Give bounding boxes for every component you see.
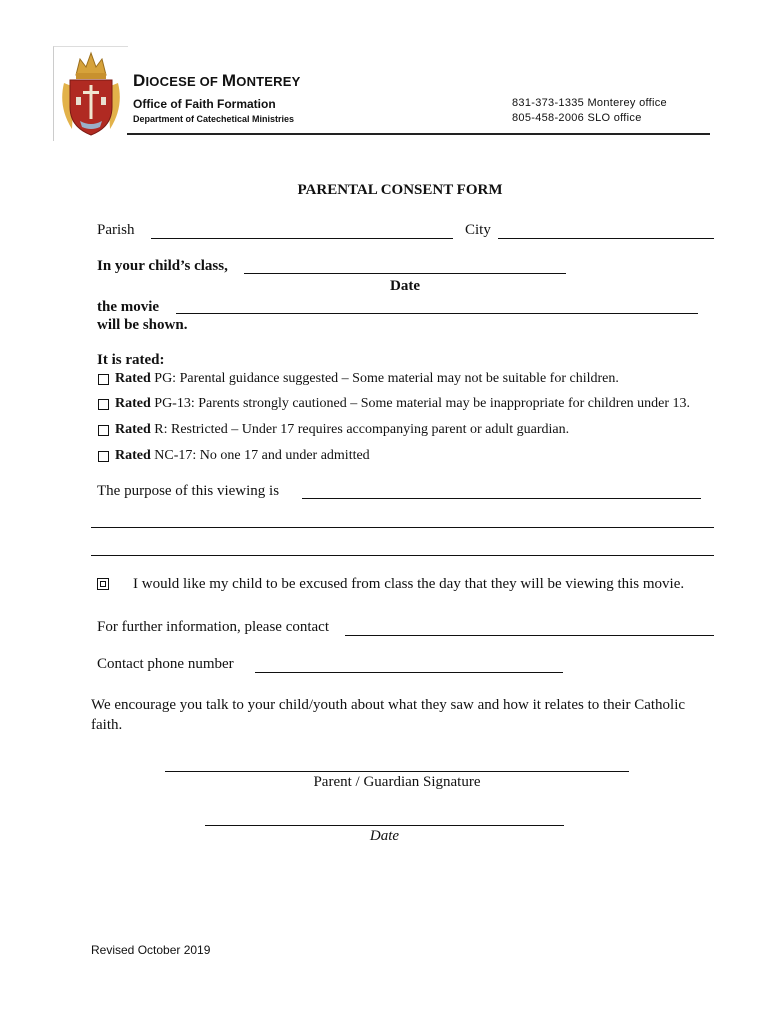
excuse-checkbox-inner — [100, 581, 106, 587]
rating-description: R: Restricted – Under 17 requires accompanying parent or adult guardian. — [150, 422, 570, 437]
rated-heading: It is rated: — [97, 352, 165, 368]
org-name-initial-2: M — [221, 71, 237, 90]
city-label: City — [465, 222, 491, 238]
contact-field[interactable] — [345, 635, 714, 636]
date-label: Date — [390, 278, 420, 294]
header-rule — [127, 133, 710, 135]
shown-label: will be shown. — [97, 317, 188, 333]
excuse-text: I would like my child to be excused from class the day that they will be viewing this movie. — [133, 576, 685, 592]
city-field[interactable] — [498, 238, 714, 239]
contact-label: For further information, please contact — [97, 619, 330, 635]
rating-pg-text — [115, 371, 619, 387]
rating-description: PG-13: Parents strongly cautioned – Some material may be inappropriate for children under 13. — [150, 396, 691, 411]
class-date-field[interactable] — [244, 273, 566, 274]
rating-pg13-checkbox[interactable] — [98, 399, 109, 410]
signature-label: Parent / Guardian Signature — [313, 774, 481, 790]
rating-pg13-text — [115, 396, 690, 412]
excuse-checkbox[interactable] — [97, 578, 109, 590]
phone-slo: 805-458-2006 SLO office — [512, 112, 642, 124]
rating-description: NC-17: No one 17 and under admitted — [150, 448, 370, 463]
parish-label: Parish — [97, 222, 135, 238]
class-label: In your child’s class, — [97, 258, 228, 274]
signature-date-label: Date — [369, 828, 400, 844]
rating-nc17-checkbox[interactable] — [98, 451, 109, 462]
rating-prefix: Rated — [115, 371, 151, 386]
org-name — [133, 71, 301, 91]
office-name: Office of Faith Formation — [133, 97, 276, 111]
movie-label: the movie — [97, 299, 160, 315]
phone-label: Contact phone number — [97, 656, 234, 672]
phone-field[interactable] — [255, 672, 563, 673]
department-name: Department of Catechetical Ministries — [133, 114, 295, 124]
org-name-part-2: IOCESE OF — [145, 74, 222, 89]
purpose-label: The purpose of this viewing is — [97, 483, 280, 499]
rating-description: PG: Parental guidance suggested – Some material may not be suitable for children. — [150, 371, 619, 386]
rating-prefix: Rated — [115, 422, 151, 437]
rating-r-text — [115, 422, 569, 438]
purpose-field-line-3[interactable] — [91, 555, 714, 556]
purpose-field[interactable] — [302, 498, 701, 499]
signature-field[interactable] — [165, 771, 629, 772]
phone-monterey: 831-373-1335 Monterey office — [512, 97, 667, 109]
diocese-logo — [53, 46, 128, 141]
parish-field[interactable] — [151, 238, 453, 239]
rating-pg-checkbox[interactable] — [98, 374, 109, 385]
rating-nc17-text — [115, 448, 370, 464]
form-title: PARENTAL CONSENT FORM — [297, 182, 503, 198]
org-name-initial-1: D — [133, 71, 146, 90]
rating-prefix: Rated — [115, 448, 151, 463]
rating-prefix: Rated — [115, 396, 151, 411]
revised-note: Revised October 2019 — [91, 943, 211, 957]
encourage-text: We encourage you talk to your child/youth about what they saw and how it relates to their Catholic faith. — [91, 697, 686, 733]
org-name-part-4: ONTEREY — [236, 74, 301, 89]
coat-of-arms-icon — [54, 47, 128, 141]
movie-field[interactable] — [176, 313, 698, 314]
signature-date-field[interactable] — [205, 825, 564, 826]
purpose-field-line-2[interactable] — [91, 527, 714, 528]
rating-r-checkbox[interactable] — [98, 425, 109, 436]
